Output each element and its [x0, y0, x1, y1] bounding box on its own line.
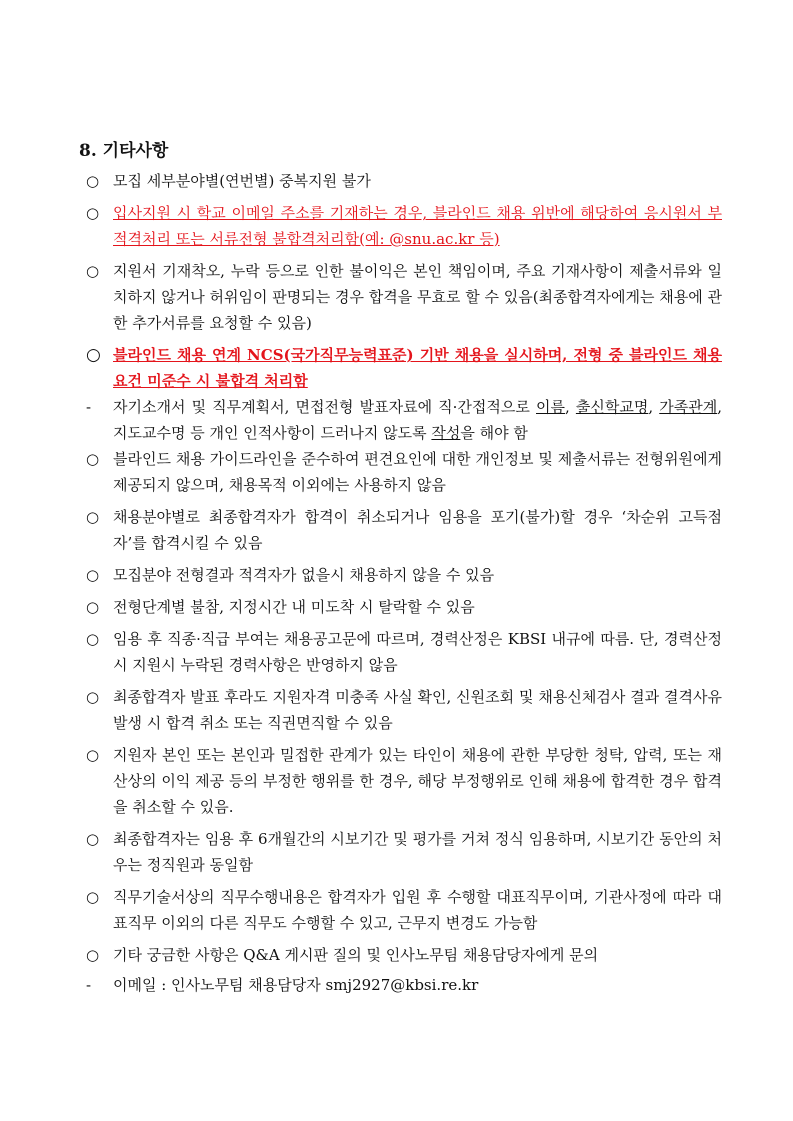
- list-item-highlighted: [86, 342, 722, 394]
- sub-note-text: ,: [648, 398, 660, 416]
- circle-bullet-icon: ○: [86, 630, 100, 648]
- item-text: 최종합격자 발표 후라도 지원자격 미충족 사실 확인, 신원조회 및 채용신체검사 결과 결격사유 발생 시 합격 취소 또는 직권면직할 수 있음: [113, 688, 722, 732]
- list-item: [86, 742, 722, 820]
- underlined-term: 출신학교명: [575, 398, 649, 416]
- list-item: [86, 258, 722, 336]
- contact-email-text: 이메일 : 인사노무팀 채용담당자 smj2927@kbsi.re.kr: [113, 976, 479, 994]
- circle-bullet-icon: ○: [86, 345, 101, 365]
- item-text-red: 블라인드 채용 연계 NCS(국가직무능력표준) 기반 채용을 실시하며, 전형 중 블라인드 채용 요건 미준수 시 불합격 처리함: [113, 346, 722, 390]
- circle-bullet-icon: ○: [86, 946, 100, 964]
- circle-bullet-icon: ○: [86, 508, 100, 526]
- dash-bullet-icon: -: [86, 398, 92, 416]
- circle-bullet-icon: ○: [86, 830, 100, 848]
- circle-bullet-icon: ○: [86, 450, 100, 468]
- sub-note-text: ,: [565, 398, 576, 416]
- list-item: [86, 504, 722, 556]
- section-heading: 8. 기타사항: [79, 141, 169, 161]
- item-text: 최종합격자는 임용 후 6개월간의 시보기간 및 평가를 거쳐 정식 임용하며, 시보기간 동안의 처우는 정직원과 동일함: [113, 830, 722, 874]
- circle-bullet-icon: ○: [86, 172, 100, 190]
- list-item: [86, 562, 722, 588]
- underlined-term: 가족관계: [659, 398, 718, 416]
- item-text-red: 입사지원 시 학교 이메일 주소를 기재하는 경우, 블라인드 채용 위반에 해당하여 응시원서 부적격처리 또는 서류전형 불합격처리함(예: @snu.ac.kr 등): [113, 204, 722, 248]
- item-text: 채용분야별로 최종합격자가 합격이 취소되거나 임용을 포기(불가)할 경우 ‘차순위 고득점자’를 합격시킬 수 있음: [113, 508, 722, 552]
- list-item: [86, 168, 722, 194]
- sub-note-text: 을 해야 함: [460, 424, 528, 442]
- circle-bullet-icon: ○: [86, 888, 100, 906]
- circle-bullet-icon: ○: [86, 204, 100, 222]
- item-text: 직무기술서상의 직무수행내용은 합격자가 입원 후 수행할 대표직무이며, 기관사정에 따라 대표직무 이외의 다른 직무도 수행할 수 있고, 근무지 변경도 가능함: [113, 888, 722, 932]
- circle-bullet-icon: ○: [86, 598, 100, 616]
- underlined-term: 작성: [431, 424, 461, 442]
- item-text: 모집 세부분야별(연번별) 중복지원 불가: [113, 172, 371, 190]
- list-item: [86, 684, 722, 736]
- item-text: 모집분야 전형결과 적격자가 없을시 채용하지 않을 수 있음: [113, 566, 495, 584]
- list-item: [86, 594, 722, 620]
- list-item: [86, 826, 722, 878]
- list-item: [86, 446, 722, 498]
- item-text: 지원자 본인 또는 본인과 밀접한 관계가 있는 타인이 채용에 관한 부당한 청탁, 압력, 또는 재산상의 이익 제공 등의 부정한 행위를 한 경우, 해당 부정행위로 인해 채용에 합격한 경우 합격을 취소할 수 있음.: [113, 746, 722, 816]
- sub-note: [86, 394, 722, 446]
- notes-list: [86, 168, 722, 998]
- item-text: 임용 후 직종·직급 부여는 채용공고문에 따르며, 경력산정은 KBSI 내규에 따름. 단, 경력산정시 지원시 누락된 경력사항은 반영하지 않음: [113, 630, 722, 674]
- underlined-term: 이름: [536, 398, 565, 416]
- list-item: [86, 942, 722, 968]
- list-item: [86, 884, 722, 936]
- sub-note-text: 자기소개서 및 직무계획서, 면접전형 발표자료에 직·간접적으로: [113, 398, 537, 416]
- list-item: [86, 626, 722, 678]
- circle-bullet-icon: ○: [86, 746, 100, 764]
- item-text: 블라인드 채용 가이드라인을 준수하여 편견요인에 대한 개인정보 및 제출서류는 전형위원에게 제공되지 않으며, 채용목적 이외에는 사용하지 않음: [113, 450, 722, 494]
- list-item-highlighted: [86, 200, 722, 252]
- circle-bullet-icon: ○: [86, 566, 100, 584]
- circle-bullet-icon: ○: [86, 688, 100, 706]
- circle-bullet-icon: ○: [86, 262, 100, 280]
- item-text: 지원서 기재착오, 누락 등으로 인한 불이익은 본인 책임이며, 주요 기재사항이 제출서류와 일치하지 않거나 허위임이 판명되는 경우 합격을 무효로 할 수 있음(최종합격자에게는 채용에 관한 추가서류를 요청할 수 있음): [113, 262, 722, 332]
- contact-email-line: [86, 972, 722, 998]
- item-text: 기타 궁금한 사항은 Q&A 게시판 질의 및 인사노무팀 채용담당자에게 문의: [113, 946, 599, 964]
- item-text: 전형단계별 불참, 지정시간 내 미도착 시 탈락할 수 있음: [113, 598, 475, 616]
- sub-note-text: , 지도교수명 등 개인 인적사항이 드러나지 않도록: [113, 398, 722, 442]
- dash-bullet-icon: -: [86, 976, 92, 994]
